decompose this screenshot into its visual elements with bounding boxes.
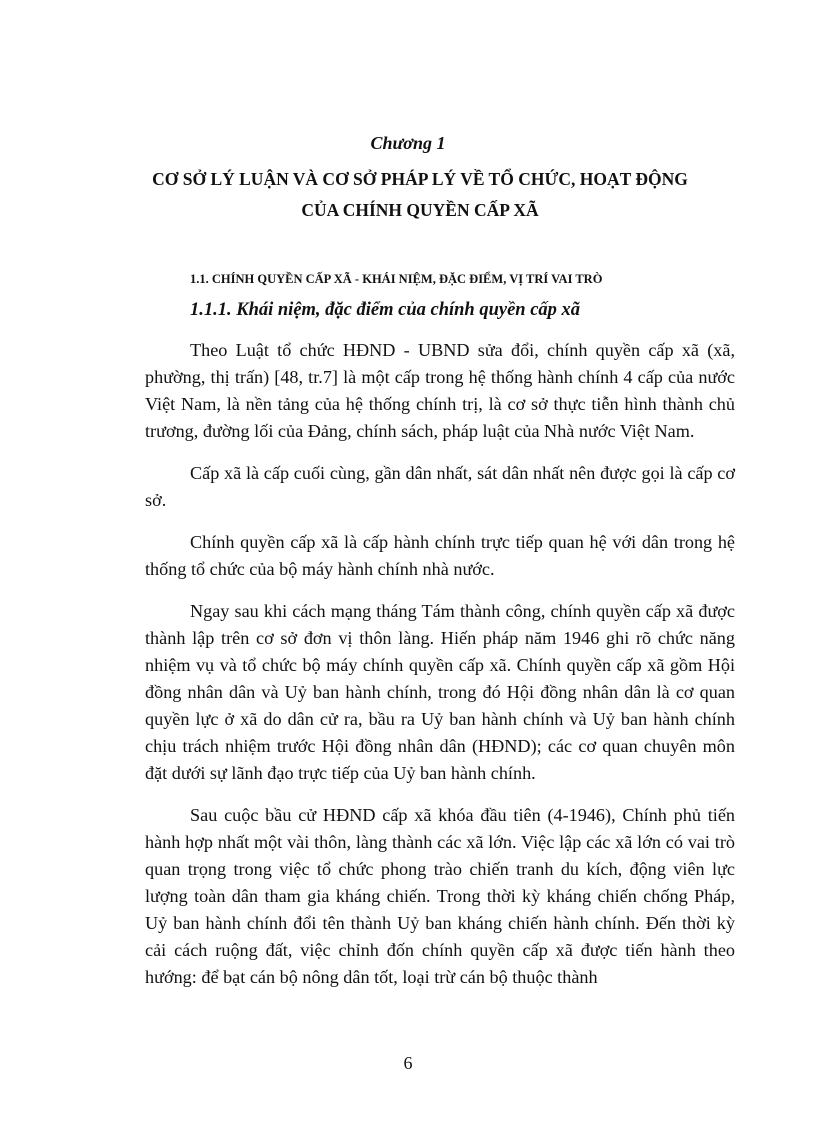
section-heading: 1.1. CHÍNH QUYỀN CẤP XÃ - KHÁI NIỆM, ĐẶC ĐIỂM, VỊ TRÍ VAI TRÒ	[190, 272, 603, 286]
paragraph-4: Ngay sau khi cách mạng tháng Tám thành công, chính quyền cấp xã được thành lập trên cơ sở đơn vị thôn làng. Hiến pháp năm 1946 ghi rõ chức năng nhiệm vụ và tổ chức bộ máy chính quyền cấp xã. Chính quyền cấp xã gồm Hội đồng nhân dân và Uỷ ban hành chính, trong đó Hội đồng nhân dân là cơ quan quyền lực ở xã do dân cử ra, bầu ra Uỷ ban hành chính và Uỷ ban hành chính chịu trách nhiệm trước Hội đồng nhân dân (HĐND); các cơ quan chuyên môn đặt dưới sự lãnh đạo trực tiếp của Uỷ ban hành chính.	[145, 601, 735, 783]
subsection-heading: 1.1.1. Khái niệm, đặc điểm của chính quyền cấp xã	[190, 300, 581, 320]
paragraph-5: Sau cuộc bầu cử HĐND cấp xã khóa đầu tiên (4-1946), Chính phủ tiến hành hợp nhất một vài thôn, làng thành các xã lớn. Việc lập các xã lớn có vai trò quan trọng trong việc tổ chức phong trào chiến tranh du kích, động viên lực lượng toàn dân tham gia kháng chiến. Trong thời kỳ kháng chiến chống Pháp, Uỷ ban hành chính đổi tên thành Uỷ ban kháng chiến hành chính. Đến thời kỳ cải cách ruộng đất, việc chỉnh đốn chính quyền cấp xã được tiến hành theo hướng: để bạt cán bộ nông dân tốt, loại trừ cán bộ thuộc thành	[145, 805, 735, 987]
body-text	[145, 337, 735, 991]
chapter-title-line-2: CỦA CHÍNH QUYỀN CẤP XÃ	[301, 200, 539, 220]
chapter-title-line-1: CƠ SỞ LÝ LUẬN VÀ CƠ SỞ PHÁP LÝ VỀ TỔ CHỨC, HOẠT ĐỘNG	[152, 169, 688, 189]
paragraph-2: Cấp xã là cấp cuối cùng, gần dân nhất, sát dân nhất nên được gọi là cấp cơ sở.	[145, 463, 735, 510]
page-number: 6	[403, 1053, 413, 1073]
chapter-title	[130, 164, 710, 226]
paragraph-3: Chính quyền cấp xã là cấp hành chính trực tiếp quan hệ với dân trong hệ thống tổ chức của bộ máy hành chính nhà nước.	[145, 532, 735, 579]
paragraph-1: Theo Luật tổ chức HĐND - UBND sửa đổi, chính quyền cấp xã (xã, phường, thị trấn) [48, tr.7] là một cấp trong hệ thống hành chính 4 cấp của nước Việt Nam, là nền tảng của hệ thống chính trị, là cơ sở thực tiễn hình thành chủ trương, đường lối của Đảng, chính sách, pháp luật của Nhà nước Việt Nam.	[145, 340, 735, 441]
chapter-heading: Chương 1	[370, 133, 446, 153]
